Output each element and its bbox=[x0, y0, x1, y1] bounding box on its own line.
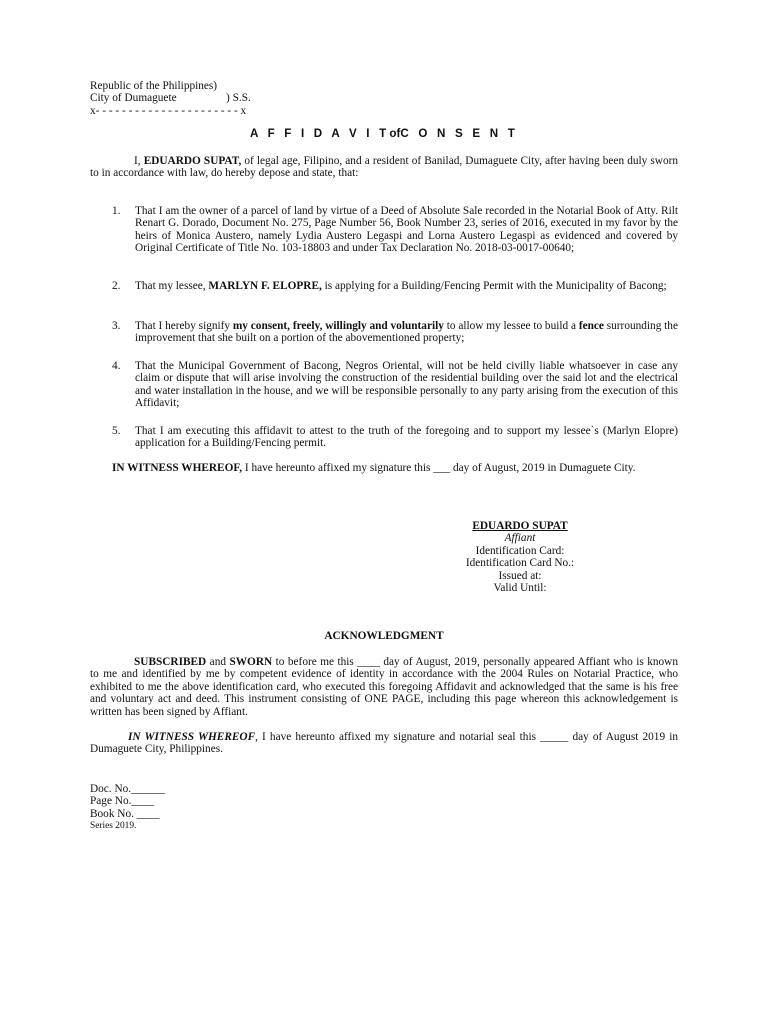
item-text: That I am executing this affidavit to attest to the truth of the foregoing and to support my lessee`s (Marlyn Elopre) application for a Building/Fencing permit. bbox=[135, 425, 678, 450]
witness-paragraph bbox=[90, 462, 678, 474]
item-text-part: to allow my lessee to build a bbox=[443, 320, 579, 332]
signature-block bbox=[410, 520, 630, 594]
title-consent: C O N S E N T bbox=[400, 127, 518, 140]
sworn-word: SWORN bbox=[229, 656, 273, 668]
venue-separator: x- - - - - - - - - - - - - - - - - - - - - - x bbox=[90, 104, 247, 117]
venue-block bbox=[90, 80, 390, 117]
page-no: Page No.____ bbox=[90, 795, 155, 808]
acknowledgment-paragraph bbox=[90, 656, 678, 718]
item-number: 4. bbox=[112, 360, 121, 372]
venue-republic: Republic of the Philippines) bbox=[90, 80, 218, 92]
affiant-name-intro: EDUARDO SUPAT, bbox=[143, 155, 242, 167]
witness-text: I have hereunto affixed my signature this ___ day of August, 2019 in Dumaguete City. bbox=[242, 462, 636, 474]
consent-phrase: my consent, freely, willingly and voluntarily bbox=[232, 320, 444, 332]
id-card-label: Identification Card: bbox=[475, 544, 565, 557]
item-text-part: That I hereby signify bbox=[135, 320, 233, 332]
notary-witness-text: , I have hereunto affixed my signature and notarial seal this _____ day of August 2019 in Dumaguete City, Philippines. bbox=[90, 731, 679, 756]
ack-text: to before me this ____ day of August, 2019, personally appeared Affiant who is known to me and identified by me by competent evidence of identity in accordance with the 2004 Rules on Notarial Practice, who exhibited to me the above identification card, who executed this foregoing Affidavit and acknowledged that the same is his free and voluntary act and deed. This instrument consisting of ONE PAGE, including this page whereon this acknowledgement is written has been signed by Affiant. bbox=[90, 656, 678, 718]
fence-word: fence bbox=[578, 320, 604, 332]
item-number: 5. bbox=[112, 425, 121, 437]
venue-city: City of Dumaguete bbox=[90, 92, 177, 105]
venue-ss: ) S.S. bbox=[226, 92, 251, 105]
item-text: That I am the owner of a parcel of land by virtue of a Deed of Absolute Sale recorded in the Notarial Book of Atty. Rilt Renart G. Dorado, Document No. 275, Page Number 56, Book Number 23, series of 2016, executed in my favor by the heirs of Monica Austero, namely Lydia Austero Legaspi and Lorna Austero Legaspi as evidenced and covered by Original Certificate of Title No. 103-18803 and under Tax Declaration No. 2018-03-0017-00640; bbox=[135, 205, 678, 255]
title-affidavit: A F F I D A V I T bbox=[250, 127, 390, 140]
affiant-signature-name: EDUARDO SUPAT bbox=[472, 520, 568, 532]
witness-heading: IN WITNESS WHEREOF, bbox=[112, 462, 243, 474]
item-text-part: That my lessee, bbox=[135, 280, 209, 292]
item-text bbox=[135, 320, 678, 345]
ack-and: and bbox=[206, 656, 230, 668]
intro-rest: of legal age, Filipino, and a resident of Banilad, Dumaguete City, after having been duly sworn to in accordance with law, do hereby depose and state, that: bbox=[90, 155, 679, 180]
affiant-role: Affiant bbox=[504, 532, 536, 545]
valid-until-label: Valid Until: bbox=[493, 582, 547, 595]
issued-at-label: Issued at: bbox=[498, 569, 542, 582]
item-number: 1. bbox=[112, 205, 121, 217]
title-of: of bbox=[389, 127, 401, 140]
document-title bbox=[90, 128, 678, 140]
subscribed-word: SUBSCRIBED bbox=[134, 656, 207, 668]
lessee-name: MARLYN F. ELOPRE, bbox=[208, 280, 322, 292]
item-number: 2. bbox=[112, 280, 121, 292]
item-text-part: surrounding the improvement that she built on a portion of the abovementioned property; bbox=[135, 320, 678, 345]
id-card-no-label: Identification Card No.: bbox=[465, 557, 575, 570]
series-year: Series 2019. bbox=[90, 821, 137, 832]
notary-details bbox=[90, 783, 290, 833]
item-text bbox=[135, 280, 678, 292]
intro-paragraph bbox=[90, 155, 678, 180]
notary-witness-heading: IN WITNESS WHEREOF bbox=[128, 731, 256, 743]
item-number: 3. bbox=[112, 320, 121, 332]
notary-witness-paragraph bbox=[90, 731, 678, 756]
intro-pre: I, bbox=[134, 155, 144, 167]
item-text: That the Municipal Government of Bacong, Negros Oriental, will not be held civilly liable whatsoever in case any claim or dispute that will arise involving the construction of the residential building over the said lot and the electrical and water installation in the house, and we will be responsible personally to any party arising from the execution of this Affidavit; bbox=[135, 360, 678, 410]
book-no: Book No. ____ bbox=[90, 807, 160, 820]
venue-city-line bbox=[90, 92, 390, 104]
item-text-part: is applying for a Building/Fencing Permit with the Municipality of Bacong; bbox=[321, 280, 667, 292]
doc-no: Doc. No.______ bbox=[90, 783, 165, 795]
acknowledgment-title: ACKNOWLEDGMENT bbox=[324, 630, 444, 642]
